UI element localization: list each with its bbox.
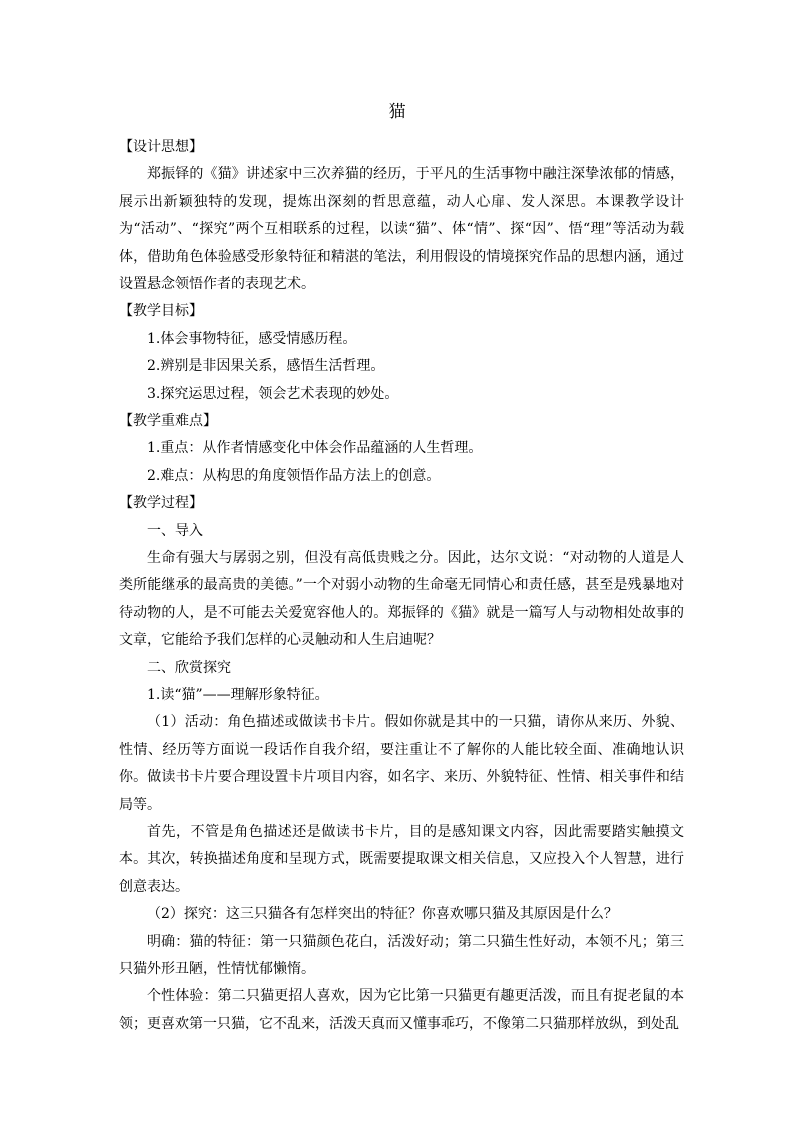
key-points-heading: 【教学重难点】: [119, 412, 217, 429]
goal-item: 2.辨别是非因果关系，感悟生活哲理。: [147, 358, 385, 375]
activity-paragraph: （1）活动：角色描述或做读书卡片。假如你就是其中的一只猫，请你从来历、外貌、性情、经历等方面说一段话作自我介绍，要注重让不了解你的人能比较全面、准确地认识你。做读书卡片要合理设置卡片项目内容，如名字、来历、外貌特征、性情、相关事件和结局等。: [119, 714, 684, 813]
explore-paragraph: （2）探究：这三只猫各有怎样突出的特征？你喜欢哪只猫及其原因是什么？: [147, 906, 618, 923]
read-cat-heading: 1.读“猫”——理解形象特征。: [147, 686, 329, 703]
design-heading: 【设计思想】: [119, 139, 203, 155]
key-point-item: 1.重点：从作者情感变化中体会作品蕴涵的人生哲理。: [147, 440, 483, 457]
appreciate-heading: 二、欣赏探究: [147, 659, 231, 676]
clear-paragraph: 明确：猫的特征：第一只猫颜色花白，活泼好动；第二只猫生性好动，本领不凡；第三只猫外形丑陋，性情忧郁懒惰。: [119, 933, 684, 977]
intro-heading: 一、导入: [147, 522, 203, 539]
first-paragraph: 首先，不管是角色描述还是做读书卡片，目的是感知课文内容，因此需要踏实触摸文本。其次，转换描述角度和呈现方式，既需要提取课文相关信息，又应投入个人智慧，进行创意表达。: [119, 823, 684, 895]
document-title: 猫: [388, 102, 406, 122]
goal-item: 1.体会事物特征，感受情感历程。: [147, 330, 357, 347]
design-paragraph: 郑振铎的《猫》讲述家中三次养猫的经历，于平凡的生活事物中融注深挚浓郁的情感，展示出新颖独特的发现，提炼出深刻的哲思意蕴，动人心扉、发人深思。本课教学设计为“活动”、“探究”两个互相联系的过程，以读“猫”、体“情”、探“因”、悟“理”等活动为载体，借助角色体验感受形象特征和精湛的笔法，利用假设的情境探究作品的思想内涵，通过设置悬念领悟作者的表现艺术。: [119, 166, 684, 293]
key-point-item: 2.难点：从构思的角度领悟作品方法上的创意。: [147, 467, 441, 484]
goal-item: 3.探究运思过程，领会艺术表现的妙处。: [147, 385, 399, 402]
goals-heading: 【教学目标】: [119, 303, 203, 320]
personal-paragraph: 个性体验：第二只猫更招人喜欢，因为它比第一只猫更有趣更活泼，而且有捉老鼠的本领；更喜欢第一只猫，它不乱来，活泼天真而又懂事乖巧，不像第二只猫那样放纵，到处乱: [119, 988, 684, 1032]
process-heading: 【教学过程】: [119, 495, 203, 512]
intro-paragraph: 生命有强大与孱弱之别，但没有高低贵贱之分。因此，达尔文说：“对动物的人道是人类所能继承的最高贵的美德。”一个对弱小动物的生命毫无同情心和责任感，甚至是残暴地对待动物的人，是不可能去关爱宽容他人的。郑振铎的《猫》就是一篇写人与动物相处故事的文章，它能给予我们怎样的心灵触动和人生启迪呢？: [119, 549, 684, 649]
document-body: [119, 134, 684, 1038]
